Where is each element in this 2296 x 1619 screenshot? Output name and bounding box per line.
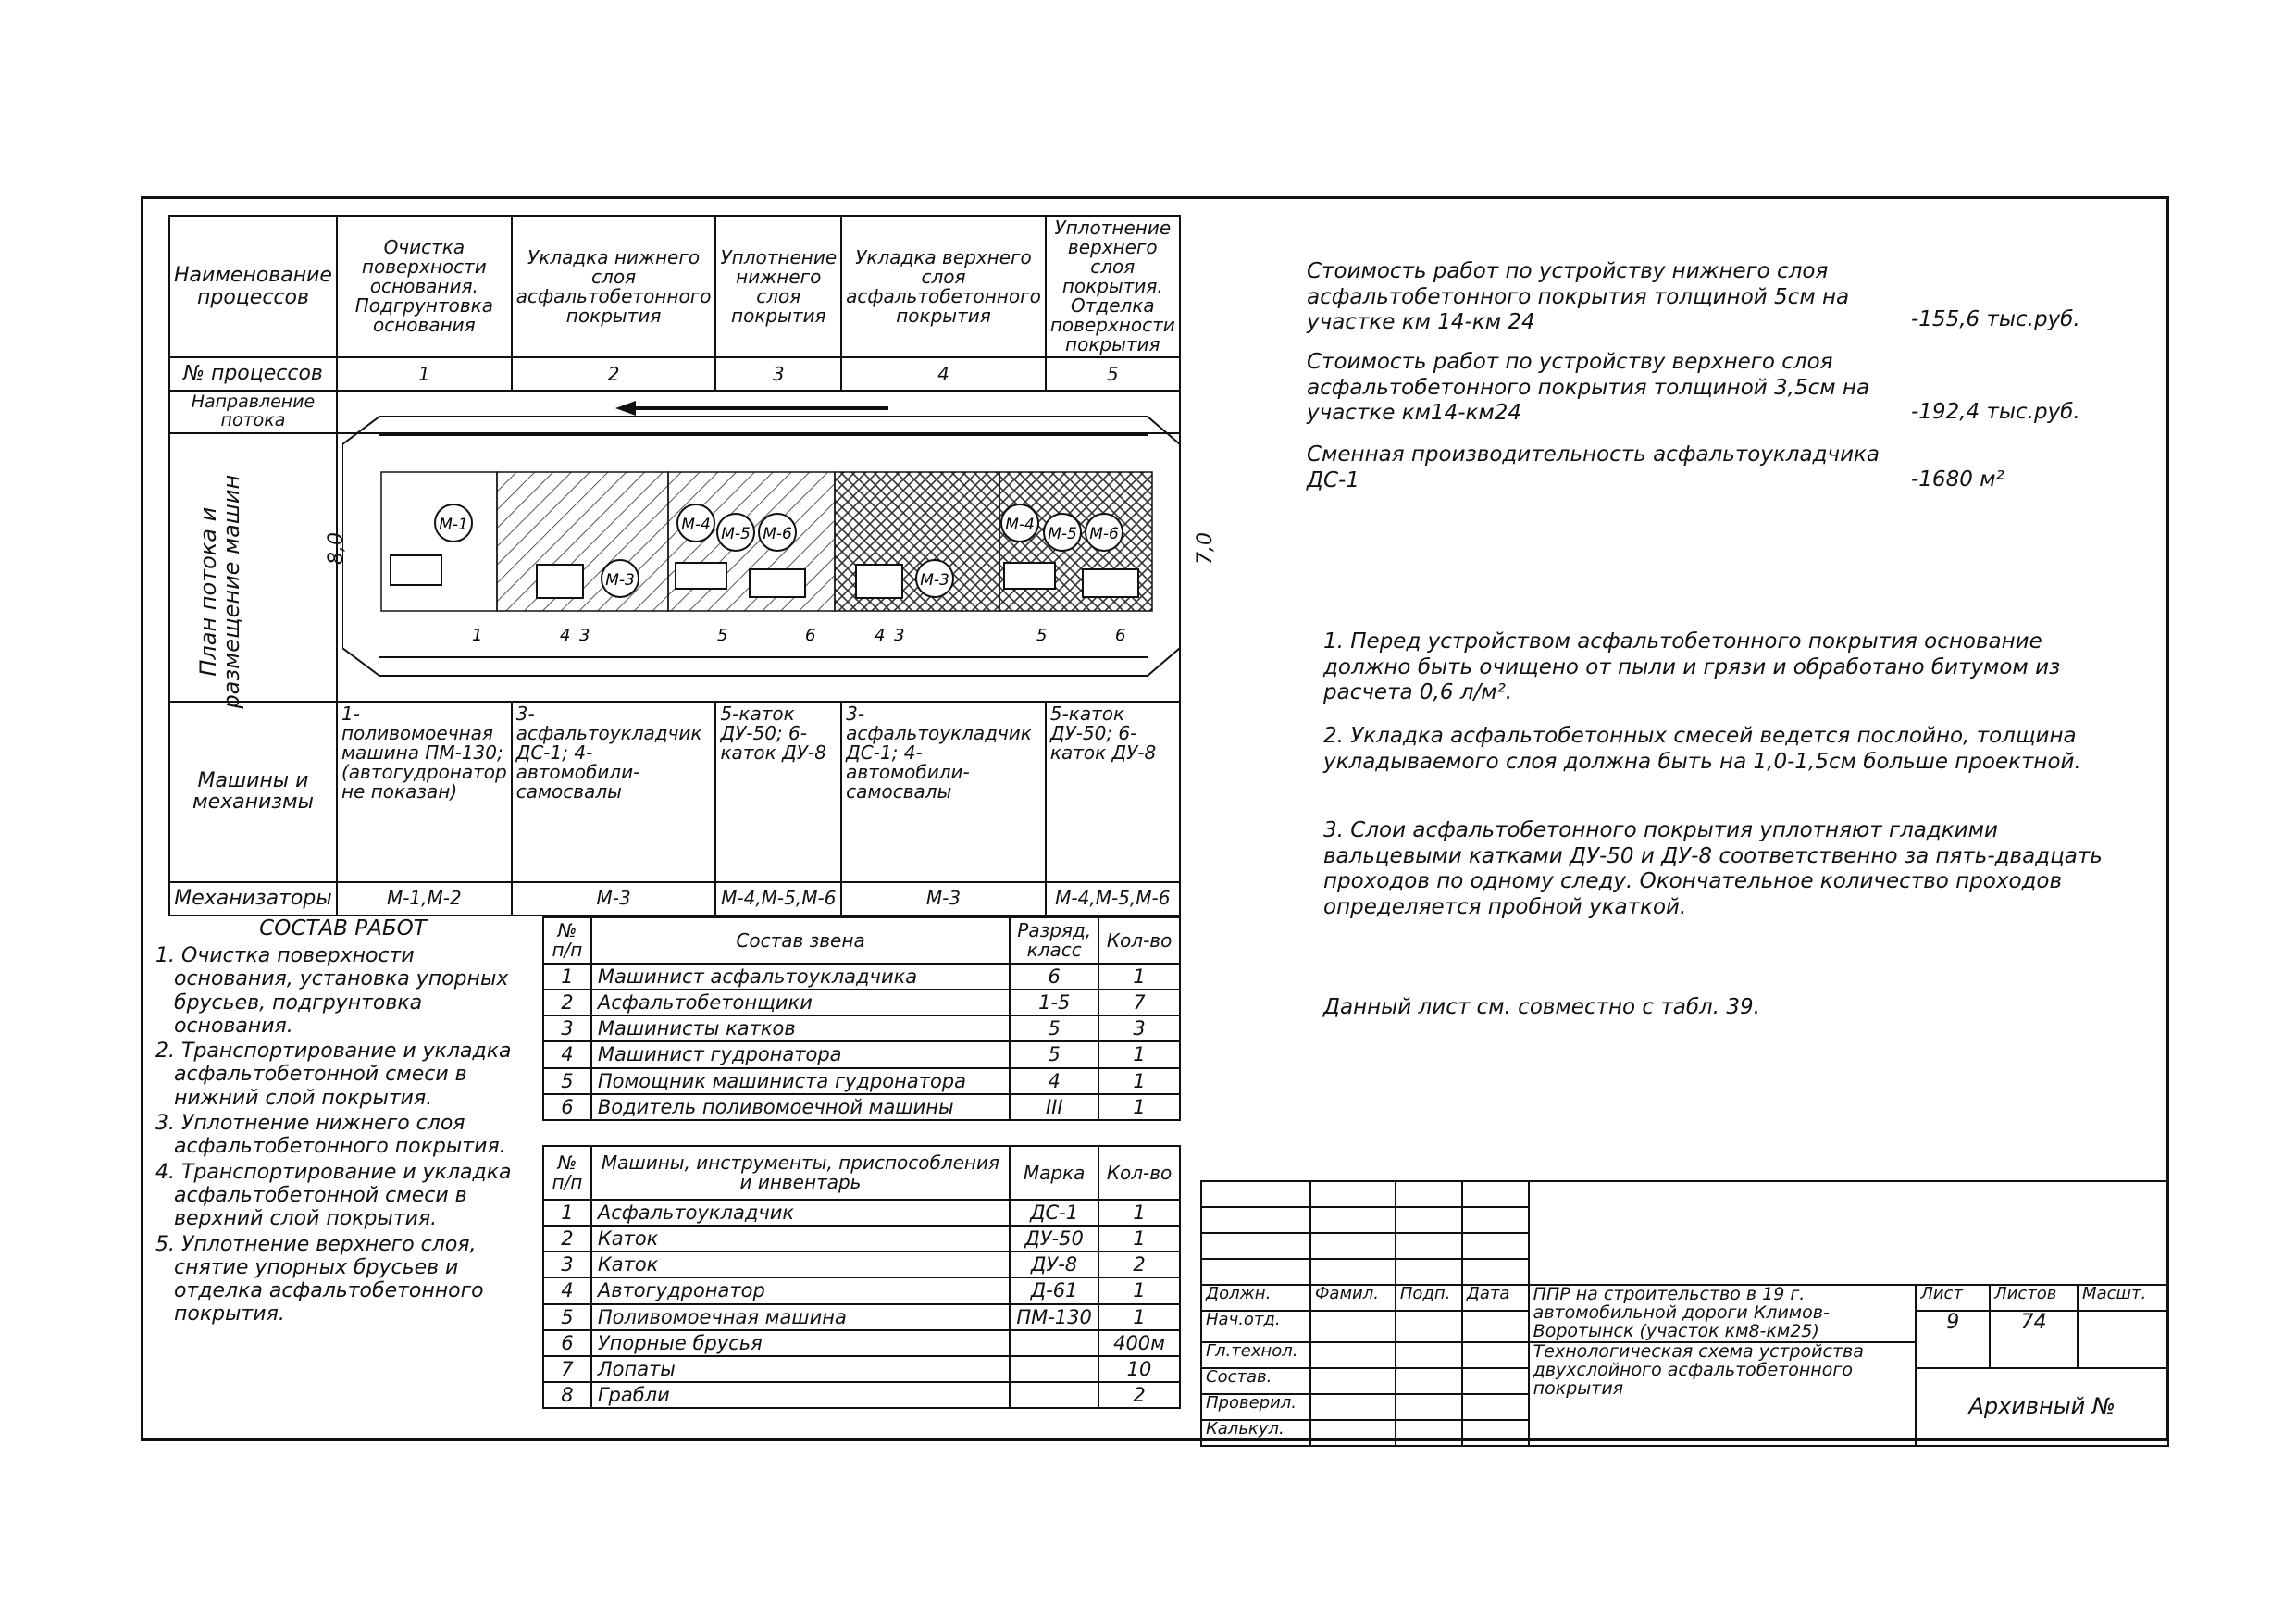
- table-row: [543, 1304, 1180, 1330]
- table-row: [543, 1382, 1180, 1408]
- machines-4: 3-асфальтоукладчик ДС-1; 4-автомобили-самосвалы: [841, 702, 1046, 882]
- cell: Лопаты: [591, 1356, 1010, 1382]
- table-row: [543, 1277, 1180, 1303]
- machine-label: М-3: [920, 571, 949, 590]
- cell: 3: [1098, 1015, 1180, 1041]
- note-2: 2. Укладка асфальтобетонных смесей ведется послойно, толщина укладываемого слоя должна быть на 1,0-1,5см больше проектной.: [1323, 724, 2081, 774]
- stamp-role: Состав.: [1201, 1368, 1310, 1394]
- machine-label: М-4: [681, 516, 711, 534]
- cell: Каток: [591, 1226, 1010, 1252]
- stamp-sheet: 9: [1916, 1311, 1990, 1368]
- table-row: [543, 1068, 1180, 1094]
- crew-header: Кол-во: [1098, 917, 1180, 964]
- process-number: 3: [715, 357, 841, 391]
- note-4: Данный лист см. совместно с табл. 39.: [1323, 995, 1760, 1019]
- crew-table: [542, 916, 1181, 1121]
- cell: Грабли: [591, 1382, 1010, 1408]
- operators-5: М-4,М-5,М-6: [1046, 882, 1180, 915]
- stamp-col: Дата: [1462, 1285, 1529, 1311]
- cell: ПМ-130: [1010, 1304, 1098, 1330]
- cell: Водитель поливомоечной машины: [591, 1094, 1010, 1120]
- crew-header: Разряд, класс: [1010, 917, 1098, 964]
- equip-header: Марка: [1010, 1146, 1098, 1200]
- cell: 1: [1098, 1226, 1180, 1252]
- cell: 2: [1098, 1382, 1180, 1408]
- row-label-machines: Машины и механизмы: [169, 702, 337, 882]
- operators-3: М-4,М-5,М-6: [715, 882, 841, 915]
- work-item: 1. Очистка поверхности основания, установка упорных брусьев, подгрунтовка основания.: [155, 944, 509, 1038]
- cell: ДУ-50: [1010, 1226, 1098, 1252]
- cost-value-3: -1680 м²: [1911, 467, 2004, 492]
- cell: 2: [543, 990, 591, 1015]
- table-row: [543, 990, 1180, 1015]
- stamp-project: ППР на строительство в 19 г. автомобильной дороги Климов-Воротынск (участок км8-км25): [1529, 1285, 1917, 1342]
- cell: 4: [1010, 1068, 1098, 1094]
- stamp-col: Фамил.: [1310, 1285, 1396, 1311]
- cell: 3: [543, 1252, 591, 1277]
- table-row: [543, 1200, 1180, 1226]
- width-label-left: 8,0: [325, 532, 348, 565]
- row-label-numbers: № процессов: [169, 357, 337, 391]
- cell: 1: [1098, 1304, 1180, 1330]
- work-item: 3. Уплотнение нижнего слоя асфальтобетонного покрытия.: [155, 1112, 506, 1159]
- process-header-4: Укладка верхнего слоя асфальтобетонного покрытия: [841, 216, 1046, 357]
- cost-text-3: Сменная производительность асфальтоукладчика ДС-1: [1307, 442, 1880, 492]
- cell: 4: [543, 1041, 591, 1067]
- cell: 1: [1098, 964, 1180, 990]
- process-header-2: Укладка нижнего слоя асфальтобетонного покрытия: [512, 216, 716, 357]
- cell: 6: [543, 1330, 591, 1356]
- cost-text-1: Стоимость работ по устройству нижнего слоя асфальтобетонного покрытия толщиной 5см на участке км 14-км 24: [1307, 259, 1850, 335]
- cell: 8: [543, 1382, 591, 1408]
- cell: ДС-1: [1010, 1200, 1098, 1226]
- note-3: 3. Слои асфальтобетонного покрытия уплотняют гладкими вальцевыми катками ДУ-50 и ДУ-8 соответственно за пять-двадцать проходов по одному следу. Окончательное количество проходов определяется пробной укаткой.: [1323, 818, 2103, 919]
- col-header-processes: Наименование процессов: [169, 216, 337, 357]
- process-number: 4: [841, 357, 1046, 391]
- machine-label: М-6: [1089, 525, 1119, 543]
- width-label-right: 7,0: [1194, 532, 1217, 565]
- table-row: [543, 964, 1180, 990]
- equip-header: Кол-во: [1098, 1146, 1180, 1200]
- machine-label: М-4: [1005, 516, 1035, 534]
- work-title: СОСТАВ РАБОТ: [259, 916, 427, 940]
- cell: 6: [543, 1094, 591, 1120]
- table-row: [543, 1015, 1180, 1041]
- callout: 5: [717, 626, 728, 645]
- cell: 1: [1098, 1094, 1180, 1120]
- cell: Машинисты катков: [591, 1015, 1010, 1041]
- cell: 7: [1098, 990, 1180, 1015]
- callout: 5: [1036, 626, 1048, 645]
- table-row: [543, 1356, 1180, 1382]
- row-label-plan: План потока и размещение машин: [194, 474, 244, 709]
- operators-2: М-3: [512, 882, 716, 915]
- operators-1: М-1,М-2: [337, 882, 512, 915]
- stamp-scale-label: Масшт.: [2078, 1285, 2168, 1311]
- table-row: [543, 1252, 1180, 1277]
- note-1: 1. Перед устройством асфальтобетонного покрытия основание должно быть очищено от пыли и грязи и обработано битумом из расчета 0,6 л/м².: [1323, 629, 2061, 705]
- cell: Асфальтобетонщики: [591, 990, 1010, 1015]
- cell: 5: [1010, 1015, 1098, 1041]
- cell: 3: [543, 1015, 591, 1041]
- process-number: 5: [1046, 357, 1180, 391]
- stamp-col: Подп.: [1396, 1285, 1462, 1311]
- cell: 2: [543, 1226, 591, 1252]
- cell: 1: [1098, 1041, 1180, 1067]
- machines-5: 5-каток ДУ-50; 6-каток ДУ-8: [1046, 702, 1180, 882]
- machine-label: М-5: [721, 525, 751, 543]
- stamp-sheets: 74: [1990, 1311, 2078, 1368]
- stamp-role: Проверил.: [1201, 1394, 1310, 1420]
- machine-label: М-3: [605, 571, 635, 590]
- row-label-operators: Механизаторы: [169, 882, 337, 915]
- callout: 3: [579, 626, 590, 645]
- cell: [1010, 1356, 1098, 1382]
- cost-value-2: -192,4 тыс.руб.: [1911, 400, 2080, 424]
- stamp-archive: Архивный №: [1916, 1368, 2168, 1446]
- machines-3: 5-каток ДУ-50; 6-каток ДУ-8: [715, 702, 841, 882]
- process-header-1: Очистка поверхности основания. Подгрунтовка основания: [337, 216, 512, 357]
- cell: 1: [1098, 1200, 1180, 1226]
- stamp-role: Нач.отд.: [1201, 1311, 1310, 1342]
- equipment-table: [542, 1145, 1181, 1409]
- equip-header: № п/п: [543, 1146, 591, 1200]
- table-row: [543, 1226, 1180, 1252]
- cell: Помощник машиниста гудронатора: [591, 1068, 1010, 1094]
- table-row: [543, 1041, 1180, 1067]
- cell: Машинист гудронатора: [591, 1041, 1010, 1067]
- crew-header: Состав звена: [591, 917, 1010, 964]
- cell: III: [1010, 1094, 1098, 1120]
- cell: ДУ-8: [1010, 1252, 1098, 1277]
- process-number: 1: [337, 357, 512, 391]
- stamp-sheets-label: Листов: [1990, 1285, 2078, 1311]
- plan-diagram: [342, 407, 1194, 685]
- cell: 1-5: [1010, 990, 1098, 1015]
- cell: 7: [543, 1356, 591, 1382]
- callout: 3: [894, 626, 905, 645]
- work-item: 5. Уплотнение верхнего слоя, снятие упорных брусьев и отделка асфальтобетонного покрытия.: [155, 1232, 484, 1326]
- cell: 5: [543, 1304, 591, 1330]
- machine-label: М-1: [439, 516, 468, 534]
- cell: 6: [1010, 964, 1098, 990]
- stamp-role: Калькул.: [1201, 1420, 1310, 1446]
- machines-2: 3-асфальтоукладчик ДС-1; 4-автомобили-самосвалы: [512, 702, 716, 882]
- process-header-5: Уплотнение верхнего слоя покрытия. Отделка поверхности покрытия: [1046, 216, 1180, 357]
- callout: 6: [1115, 626, 1126, 645]
- row-label-direction: Направление потока: [169, 391, 337, 433]
- cost-text-2: Стоимость работ по устройству верхнего слоя асфальтобетонного покрытия толщиной 3,5см на участке км14-км24: [1307, 350, 1870, 426]
- cell: Асфальтоукладчик: [591, 1200, 1010, 1226]
- cell: Упорные брусья: [591, 1330, 1010, 1356]
- cell: 10: [1098, 1356, 1180, 1382]
- cell: Д-61: [1010, 1277, 1098, 1303]
- equip-header: Машины, инструменты, приспособления и инвентарь: [591, 1146, 1010, 1200]
- row-label-plan-cell: [169, 433, 337, 709]
- process-number: 2: [512, 357, 716, 391]
- stamp-role: Должн.: [1201, 1285, 1310, 1311]
- stamp-title: Технологическая схема устройства двухслойного асфальтобетонного покрытия: [1529, 1342, 1917, 1446]
- cell: 1: [543, 964, 591, 990]
- cell: Машинист асфальтоукладчика: [591, 964, 1010, 990]
- cell: [1010, 1330, 1098, 1356]
- cell: Каток: [591, 1252, 1010, 1277]
- table-row: [543, 1330, 1180, 1356]
- machines-1: 1-поливомоечная машина ПМ-130; (автогудронатор не показан): [337, 702, 512, 882]
- cell: 5: [1010, 1041, 1098, 1067]
- cell: Автогудронатор: [591, 1277, 1010, 1303]
- process-header-3: Уплотнение нижнего слоя покрытия: [715, 216, 841, 357]
- cell: 400м: [1098, 1330, 1180, 1356]
- title-block: [1200, 1180, 2169, 1447]
- cell: 1: [1098, 1277, 1180, 1303]
- operators-4: М-3: [841, 882, 1046, 915]
- table-row: [543, 1094, 1180, 1120]
- callout: 1: [472, 626, 483, 645]
- cell: [1010, 1382, 1098, 1408]
- callout: 4: [875, 626, 886, 645]
- machine-label: М-6: [763, 525, 792, 543]
- cell: 5: [543, 1068, 591, 1094]
- cost-value-1: -155,6 тыс.руб.: [1911, 307, 2080, 331]
- crew-header: № п/п: [543, 917, 591, 964]
- cell: 2: [1098, 1252, 1180, 1277]
- stamp-role: Гл.технол.: [1201, 1342, 1310, 1368]
- cell: 1: [1098, 1068, 1180, 1094]
- cell: Поливомоечная машина: [591, 1304, 1010, 1330]
- work-item: 4. Транспортирование и укладка асфальтобетонной смеси в верхний слой покрытия.: [155, 1160, 512, 1231]
- callout: 4: [560, 626, 571, 645]
- cell: 4: [543, 1277, 591, 1303]
- callout: 6: [805, 626, 816, 645]
- cell: 1: [543, 1200, 591, 1226]
- work-composition: [155, 916, 530, 1328]
- machine-label: М-5: [1048, 525, 1077, 543]
- work-item: 2. Транспортирование и укладка асфальтобетонной смеси в нижний слой покрытия.: [155, 1040, 512, 1110]
- stamp-sheet-label: Лист: [1916, 1285, 1990, 1311]
